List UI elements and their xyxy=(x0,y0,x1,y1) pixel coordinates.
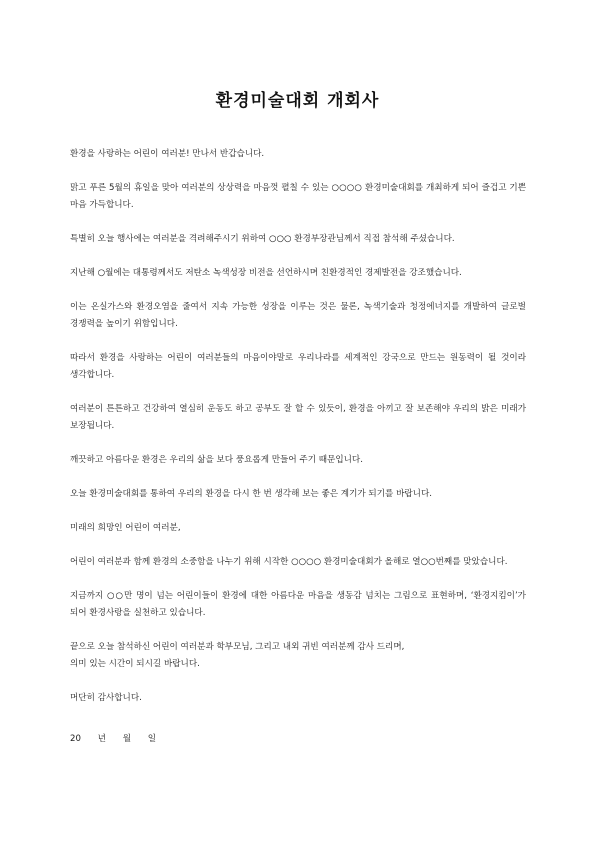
paragraph-opening: 맑고 푸른 5월의 휴일을 맞아 여러분의 상상력을 마음껏 펼칠 수 있는 ○○○○ 환경미술대회를 개최하게 되어 즐겁고 기쁜 마음 가득합니다. xyxy=(70,183,526,210)
date-line: 20 년 월 일 xyxy=(70,734,157,744)
paragraph-participants: 지금까지 ○○만 명이 넘는 어린이들이 환경에 대한 아름다운 마음을 생동감 넘치는 그림으로 표현하며, ‘환경지킴이’가 되어 환경사랑을 실천하고 있습니다. xyxy=(70,591,526,618)
paragraph-thanks: 끝으로 오늘 참석하신 어린이 여러분과 학부모님, 그리고 내외 귀빈 여러분께 감사 드리며, 의미 있는 시간이 되시길 바랍니다. xyxy=(70,642,405,669)
paragraph-history: 어린이 여러분과 함께 환경의 소중함을 나누기 위해 시작한 ○○○○ 환경미술대회가 올해로 열○○번째를 맞았습니다. xyxy=(70,557,508,567)
page-title: 환경미술대회 개회사 xyxy=(215,91,380,111)
document-body xyxy=(70,146,526,748)
paragraph-clean-environment: 깨끗하고 아름다운 환경은 우리의 삶을 보다 풍요롭게 만들어 주기 때문입니다. xyxy=(70,455,363,465)
paragraph-president: 지난해 ○월에는 대통령께서도 저탄소 녹색성장 비전을 선언하시며 친환경적인 경제발전을 강조했습니다. xyxy=(70,268,462,278)
paragraph-guest: 특별히 오늘 행사에는 여러분을 격려해주시기 위하여 ○○○ 환경부장관님께서 직접 참석해 주셨습니다. xyxy=(70,234,455,244)
paragraph-closing: 머단히 감사합니다. xyxy=(70,693,142,703)
paragraph-preserve: 여러분이 튼튼하고 건강하여 열심히 운동도 하고 공부도 잘 할 수 있듯이, 환경을 아끼고 잘 보존해야 우리의 밝은 미래가 보장됩니다. xyxy=(70,404,526,431)
paragraph-driving-force: 따라서 환경을 사랑하는 어린이 여러분들의 마음이야말로 우리나라를 세계적인 강국으로 만드는 원동력이 될 것이라 생각합니다. xyxy=(70,353,526,380)
paragraph-greeting: 환경을 사랑하는 어린이 여러분! 만나서 반갑습니다. xyxy=(70,149,265,159)
paragraph-opportunity: 오늘 환경미술대회를 통하여 우리의 환경을 다시 한 번 생각해 보는 좋은 계기가 되기를 바랍니다. xyxy=(70,489,433,499)
paragraph-address: 미래의 희망인 어린이 여러분, xyxy=(70,523,181,533)
paragraph-green-growth: 이는 온실가스와 환경오염을 줄여서 지속 가능한 성장을 이루는 것은 물론, 녹색기술과 청정에너지를 개발하여 글로벌 경쟁력을 높이기 위함입니다. xyxy=(70,302,526,329)
